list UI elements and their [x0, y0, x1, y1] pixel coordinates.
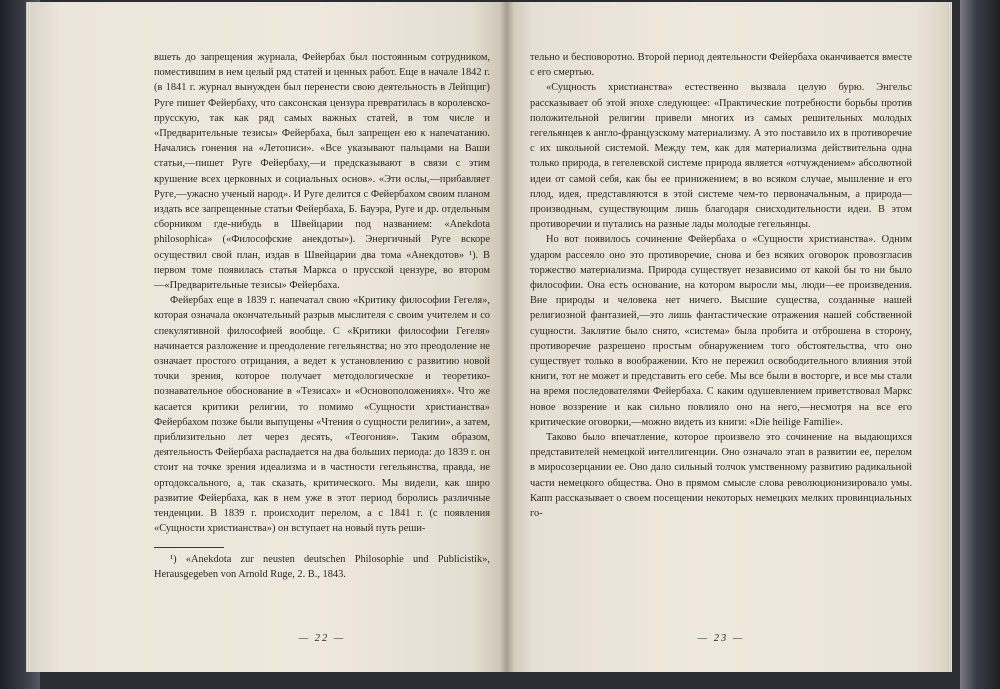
- page-edge-right: [948, 2, 952, 672]
- book-gutter: [500, 2, 514, 672]
- left-paragraph-2: Фейербах еще в 1839 г. напечатал свою «Критику философии Гегеля», которая означала окончательный разрыв мыслителя с своим учителем и со спекулятивной философией вообще. С «Критики философии Гегеля» начинается разложение и преодоление гегельянства; но это преодоление не означает простого отрицания, а ведет к установлению с развитию новой точки зрения, которое получает методологическое и теоретико-познавательное обоснование в «Тезисах» и «Основоположениях». Что же касается критики религии, то помимо «Сущности христианства» Фейербахом позже были выпущены «Чтения о сущности религии», а затем, приблизительно лет через десять, «Теогония». Таким образом, деятельность Фейербаха распадается на два больших периода: до 1839 г. он стоит на точке зрения идеализма и в частности гегельянства, правда, не ортодоксального, а, так сказать, критического. Мы видели, как широ развитие Фейербаха, как в нем уже в этот период боролись различные тенденции. В 1839 г. происходит перелом, а с 1841 г. (с появления «Сущности христианства») он вступает на новый путь реши-: [154, 295, 490, 535]
- page-edge-left: [26, 2, 30, 672]
- footnote: ¹) «Anekdota zur neusten deutschen Philosophie und Publicistik», Herausgegeben von Arnold Ruge, 2. B., 1843.: [154, 553, 490, 580]
- left-paragraph-1: вшеть до запрещения журнала, Фейербах был постоянным сотрудником, поместившим в нем целый ряд статей и ценных работ. Еще в начале 1842 г. (в 1841 г. журнал вынужден был перенести свою деятельность в Лейпциг) Руге пишет Фейербаху, что саксонская цензура превратилась в королевско-прусскую, так как ряд самых важных статей, в том числе и «Предварительные тезисы» Фейербаха, был запрещен ею к напечатанию. Начались гонения на «Летописи». «Все указывают пальцами на Ваши статьи,—пишет Руге Фейербаху,—и предсказывают в связи с этим крушение всех церковных и социальных основ». «Эти ослы,—прибавляет Руге,—ужасно ученый народ». И Руге делится с Фейербахом своим планом издать все запрещенные статьи Фейербаха, Б. Бауэра, Руге и др. отдельным сборником где-нибудь в Швейцарии под названием: «Anekdota philosophica» («Философские анекдоты»). Энергичный Руге вскоре осуществил свой план, издав в Швейцарии два тома «Анекдотов» ¹). В первом томе появилась статья Маркса о прусской цензуре, во втором—«Предварительные тезисы» Фейербаха.: [154, 52, 490, 292]
- left-page: [26, 2, 506, 672]
- right-paragraph-4: Таково было впечатление, которое произвело это сочинение на выдающихся представителей немецкой интеллигенции. Оно означало этап в развитии ее, перелом в миросозерцании ее. Оно дало сильный толчок умственному развитию радикальной части немецкого общества. Оно в прямом смысле слова революционизировало умы. Капп рассказывает о своем посещении некоторых немецких мелких провинциальных го-: [530, 432, 912, 520]
- left-page-number: — 22 —: [298, 633, 346, 644]
- right-page-number: — 23 —: [697, 633, 745, 644]
- footnote-divider: [154, 547, 224, 548]
- book-cover-right: [960, 0, 1000, 689]
- right-page-text: [530, 50, 912, 521]
- right-paragraph-3: Но вот появилось сочинение Фейербаха о «Сущности христианства». Одним ударом рассеяло оно это противоречие, снова и без всяких оговорок провозгласив торжество материализма. Природа существует независимо от какой бы то ни было философии. Она есть основание, на котором выросли мы, люди—ее произведения. Вне природы и человека нет ничего. Высшие существа, созданные нашей религиозной фантазией,—это лишь фантастические отражения нашей собственной сущности. Заклятие было снято, «система» была пробита и отброшена в сторону, противоречие разрешено простым обнаружением того обстоятельства, что оно существует только в воображении. Кто не пережил освободительного влияния этой книги, тот не может и представить его себе. Мы все были в восторге, и все мы стали на время последователями Фейербаха. С каким одушевлением приветствовал Маркс новое воззрение и как сильно повлияло оно на него,—несмотря на все его критические оговорки,—можно видеть из книги: «Die heilige Familie».: [530, 234, 912, 428]
- right-paragraph-2: «Сущность христианства» естественно вызвала целую бурю. Энгельс рассказывает об этой эпохе следующее: «Практические потребности борьбы против положительной религии привели многих из самых решительных молодых гегельянцев к англо-французскому материализму. А это поставило их в противоречие с их школьной системой. Между тем, как для материализма действительна одна только природа, в гегелевской системе природа является «отчуждением» абсолютной идеи от самой себя, как бы ее принижением; в во всяком случае, мышление и его плод, идея, представляются в этой системе чем-то первоначальным, а природа—производным, существующим лишь благодаря снисходительности идеи. В этом противоречии и путались на разные лады молодые гегельянцы.: [530, 82, 912, 231]
- left-page-text: [154, 50, 490, 582]
- right-paragraph-1: тельно и бесповоротно. Второй период деятельности Фейербаха оканчивается вместе с его смертью.: [530, 52, 912, 79]
- right-page: [506, 2, 952, 672]
